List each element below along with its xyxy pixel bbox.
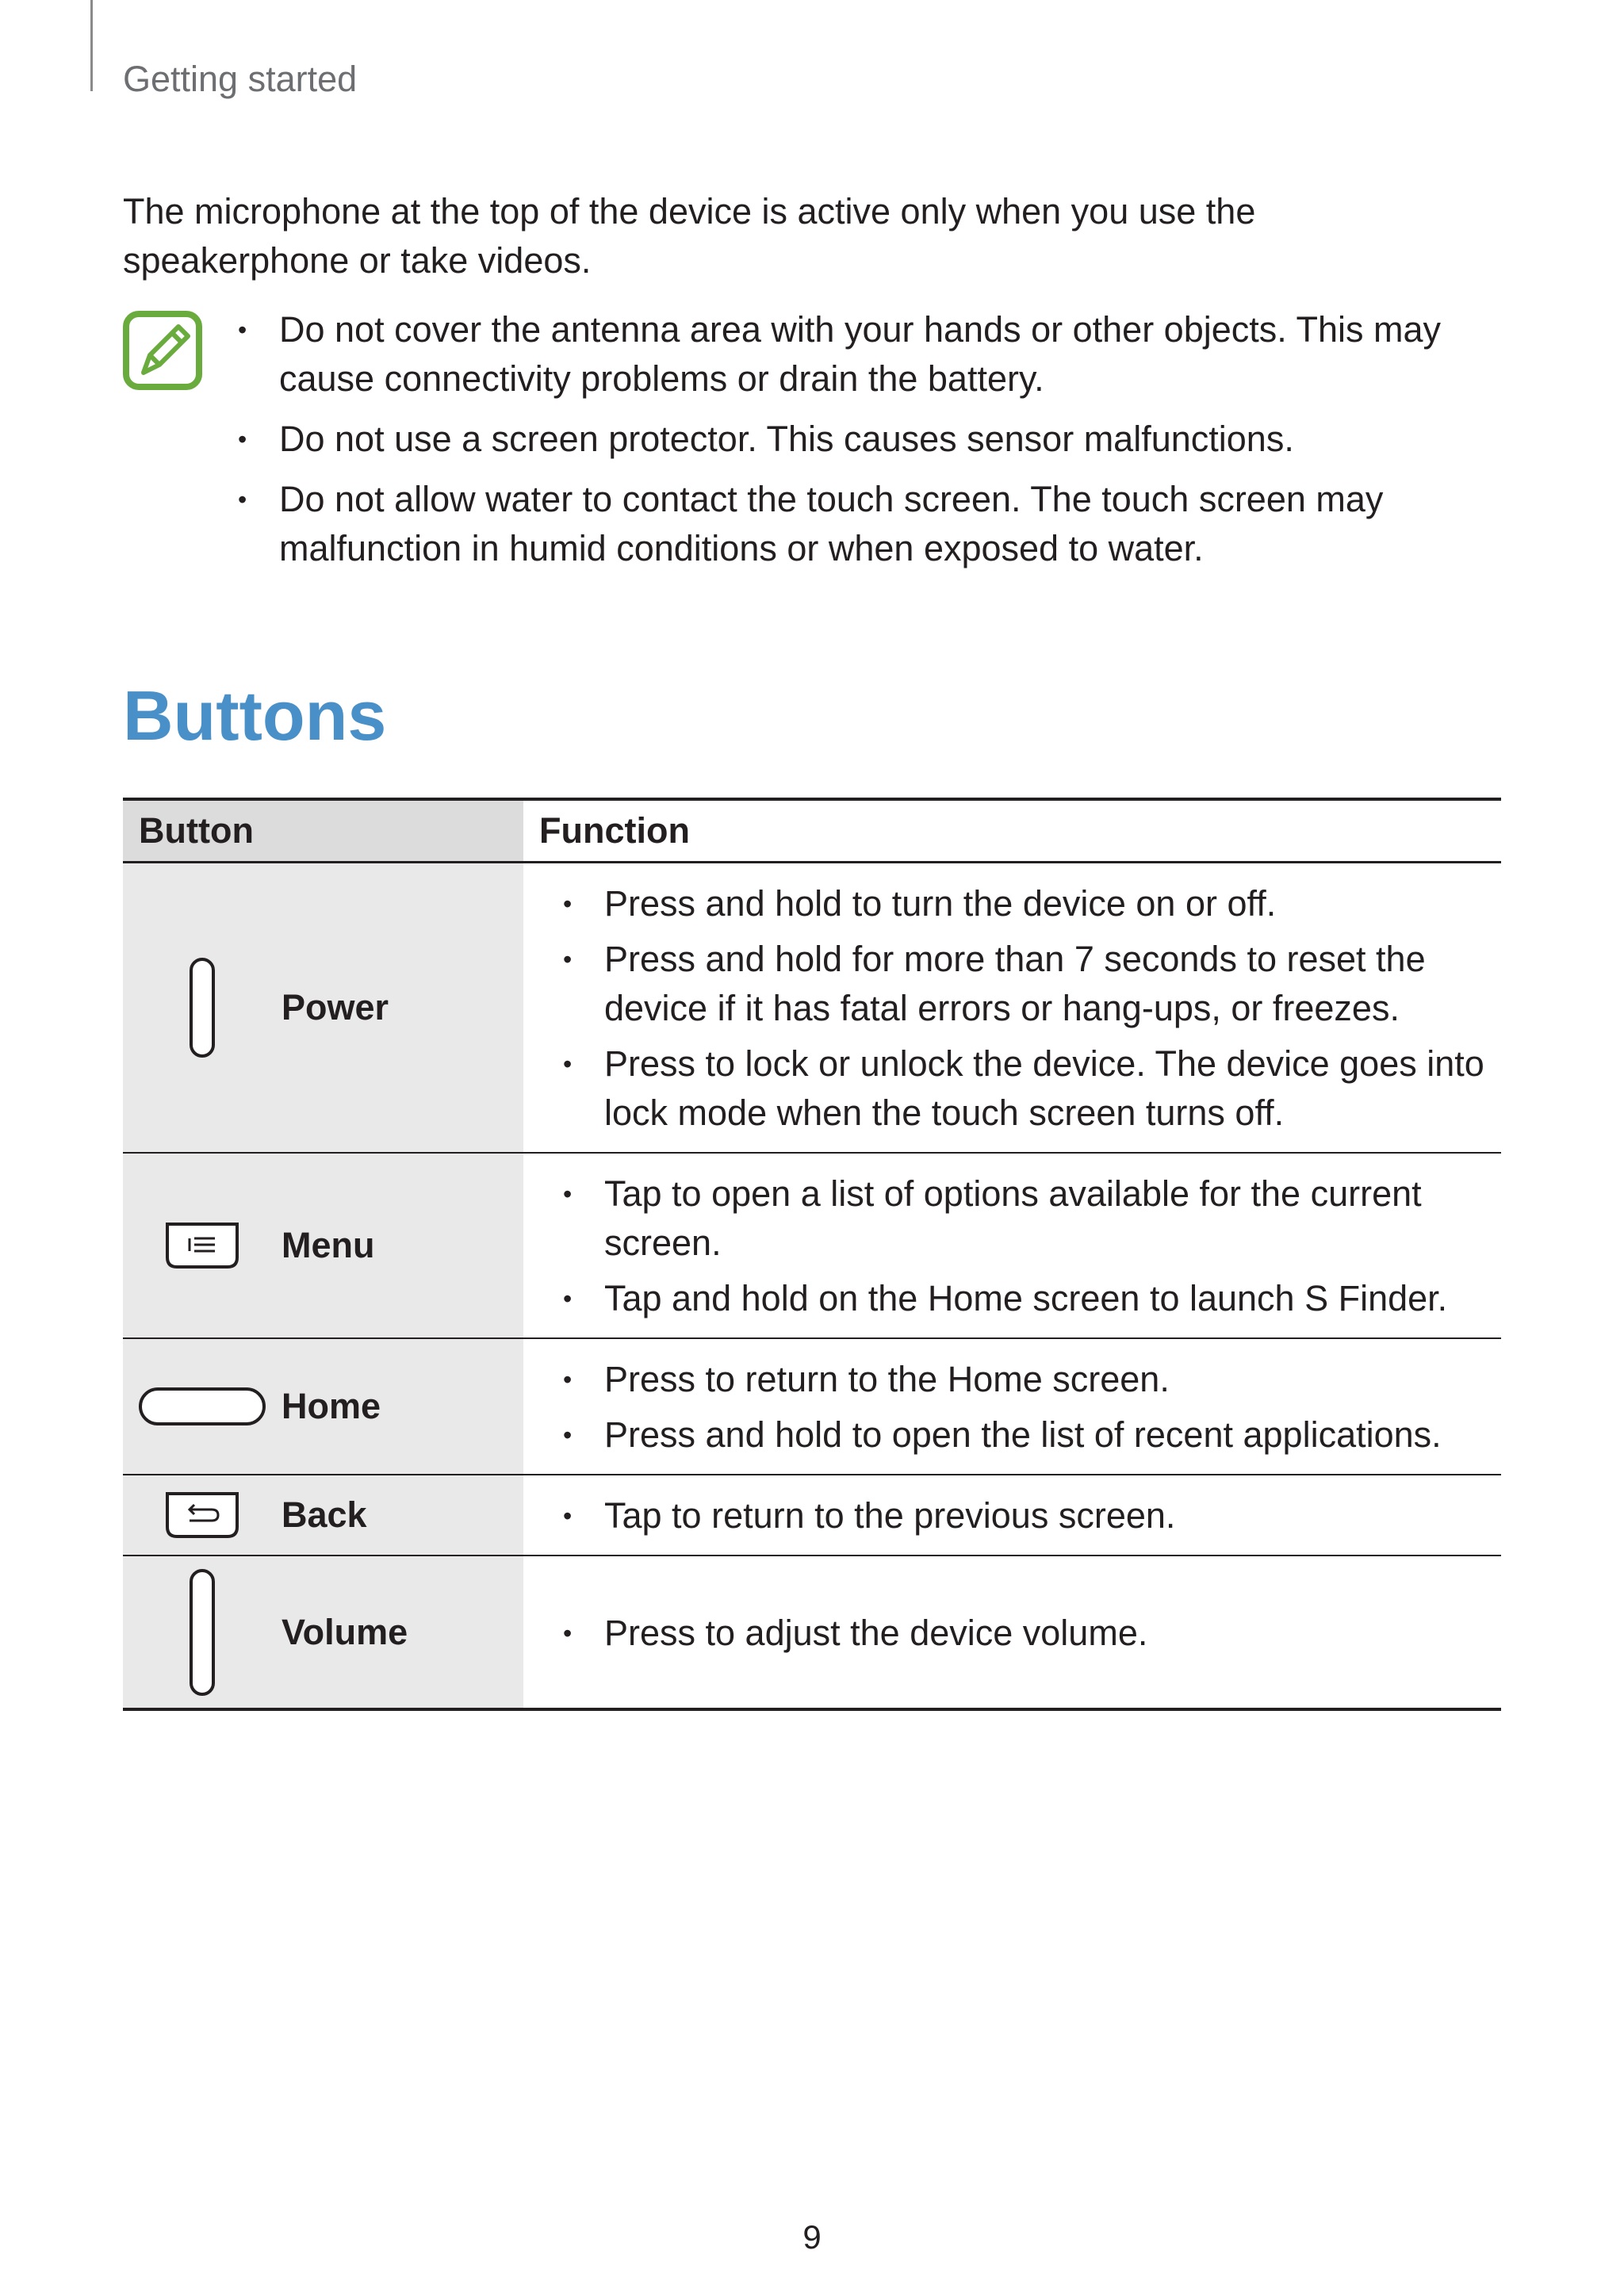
note-pencil-icon (123, 311, 202, 390)
table-row (123, 1475, 1501, 1556)
function-item: • Press to lock or unlock the device. The device goes into lock mode when the touch screen turns off. (563, 1039, 1485, 1138)
function-item: • Tap and hold on the Home screen to launch S Finder. (563, 1274, 1485, 1323)
function-item: • Press to adjust the device volume. (563, 1609, 1485, 1658)
button-cell (123, 1475, 523, 1556)
function-cell (523, 1556, 1501, 1709)
button-cell (123, 1556, 523, 1709)
table-header-row (123, 799, 1501, 863)
volume-key-icon (186, 1567, 218, 1697)
note-item: • Do not cover the antenna area with your hands or other objects. This may cause connectivity problems or drain the battery. (238, 305, 1507, 404)
function-cell (523, 1475, 1501, 1556)
function-item: • Press to return to the Home screen. (563, 1355, 1485, 1404)
function-item: • Tap to open a list of options available for the current screen. (563, 1169, 1485, 1268)
function-item: • Tap to return to the previous screen. (563, 1491, 1485, 1540)
function-item: • Press and hold for more than 7 seconds to reset the device if it has fatal errors or hang-ups, or freezes. (563, 935, 1485, 1033)
table-row (123, 1153, 1501, 1338)
button-name: Power (282, 987, 389, 1027)
button-name: Home (282, 1386, 381, 1426)
button-name: Back (282, 1494, 367, 1535)
menu-key-icon (163, 1221, 242, 1270)
buttons-table (123, 798, 1501, 1711)
column-header-button: Button (123, 799, 523, 863)
column-header-function: Function (523, 799, 1501, 863)
running-header: Getting started (123, 59, 358, 99)
margin-rule (90, 0, 93, 91)
button-name: Volume (282, 1611, 408, 1652)
note-list (238, 305, 1507, 584)
function-cell (523, 1338, 1501, 1475)
table-row (123, 1338, 1501, 1475)
section-title: Buttons (123, 676, 387, 755)
back-key-icon (163, 1490, 242, 1540)
function-item: • Press and hold to turn the device on or off. (563, 879, 1485, 928)
button-cell (123, 1153, 523, 1338)
table-row (123, 1556, 1501, 1709)
function-item: • Press and hold to open the list of recent applications. (563, 1410, 1485, 1460)
note-item: • Do not allow water to contact the touch screen. The touch screen may malfunction in humid conditions or when exposed to water. (238, 475, 1507, 573)
page-number: 9 (802, 2218, 822, 2256)
power-key-icon (186, 956, 218, 1059)
function-cell (523, 1153, 1501, 1338)
button-cell (123, 1338, 523, 1475)
home-key-icon (137, 1386, 267, 1427)
table-row (123, 863, 1501, 1154)
button-name: Menu (282, 1225, 375, 1265)
intro-paragraph: The microphone at the top of the device is active only when you use the speakerphone or take videos. (123, 191, 1256, 281)
button-cell (123, 863, 523, 1154)
note-item: • Do not use a screen protector. This causes sensor malfunctions. (238, 415, 1507, 464)
function-cell (523, 863, 1501, 1154)
